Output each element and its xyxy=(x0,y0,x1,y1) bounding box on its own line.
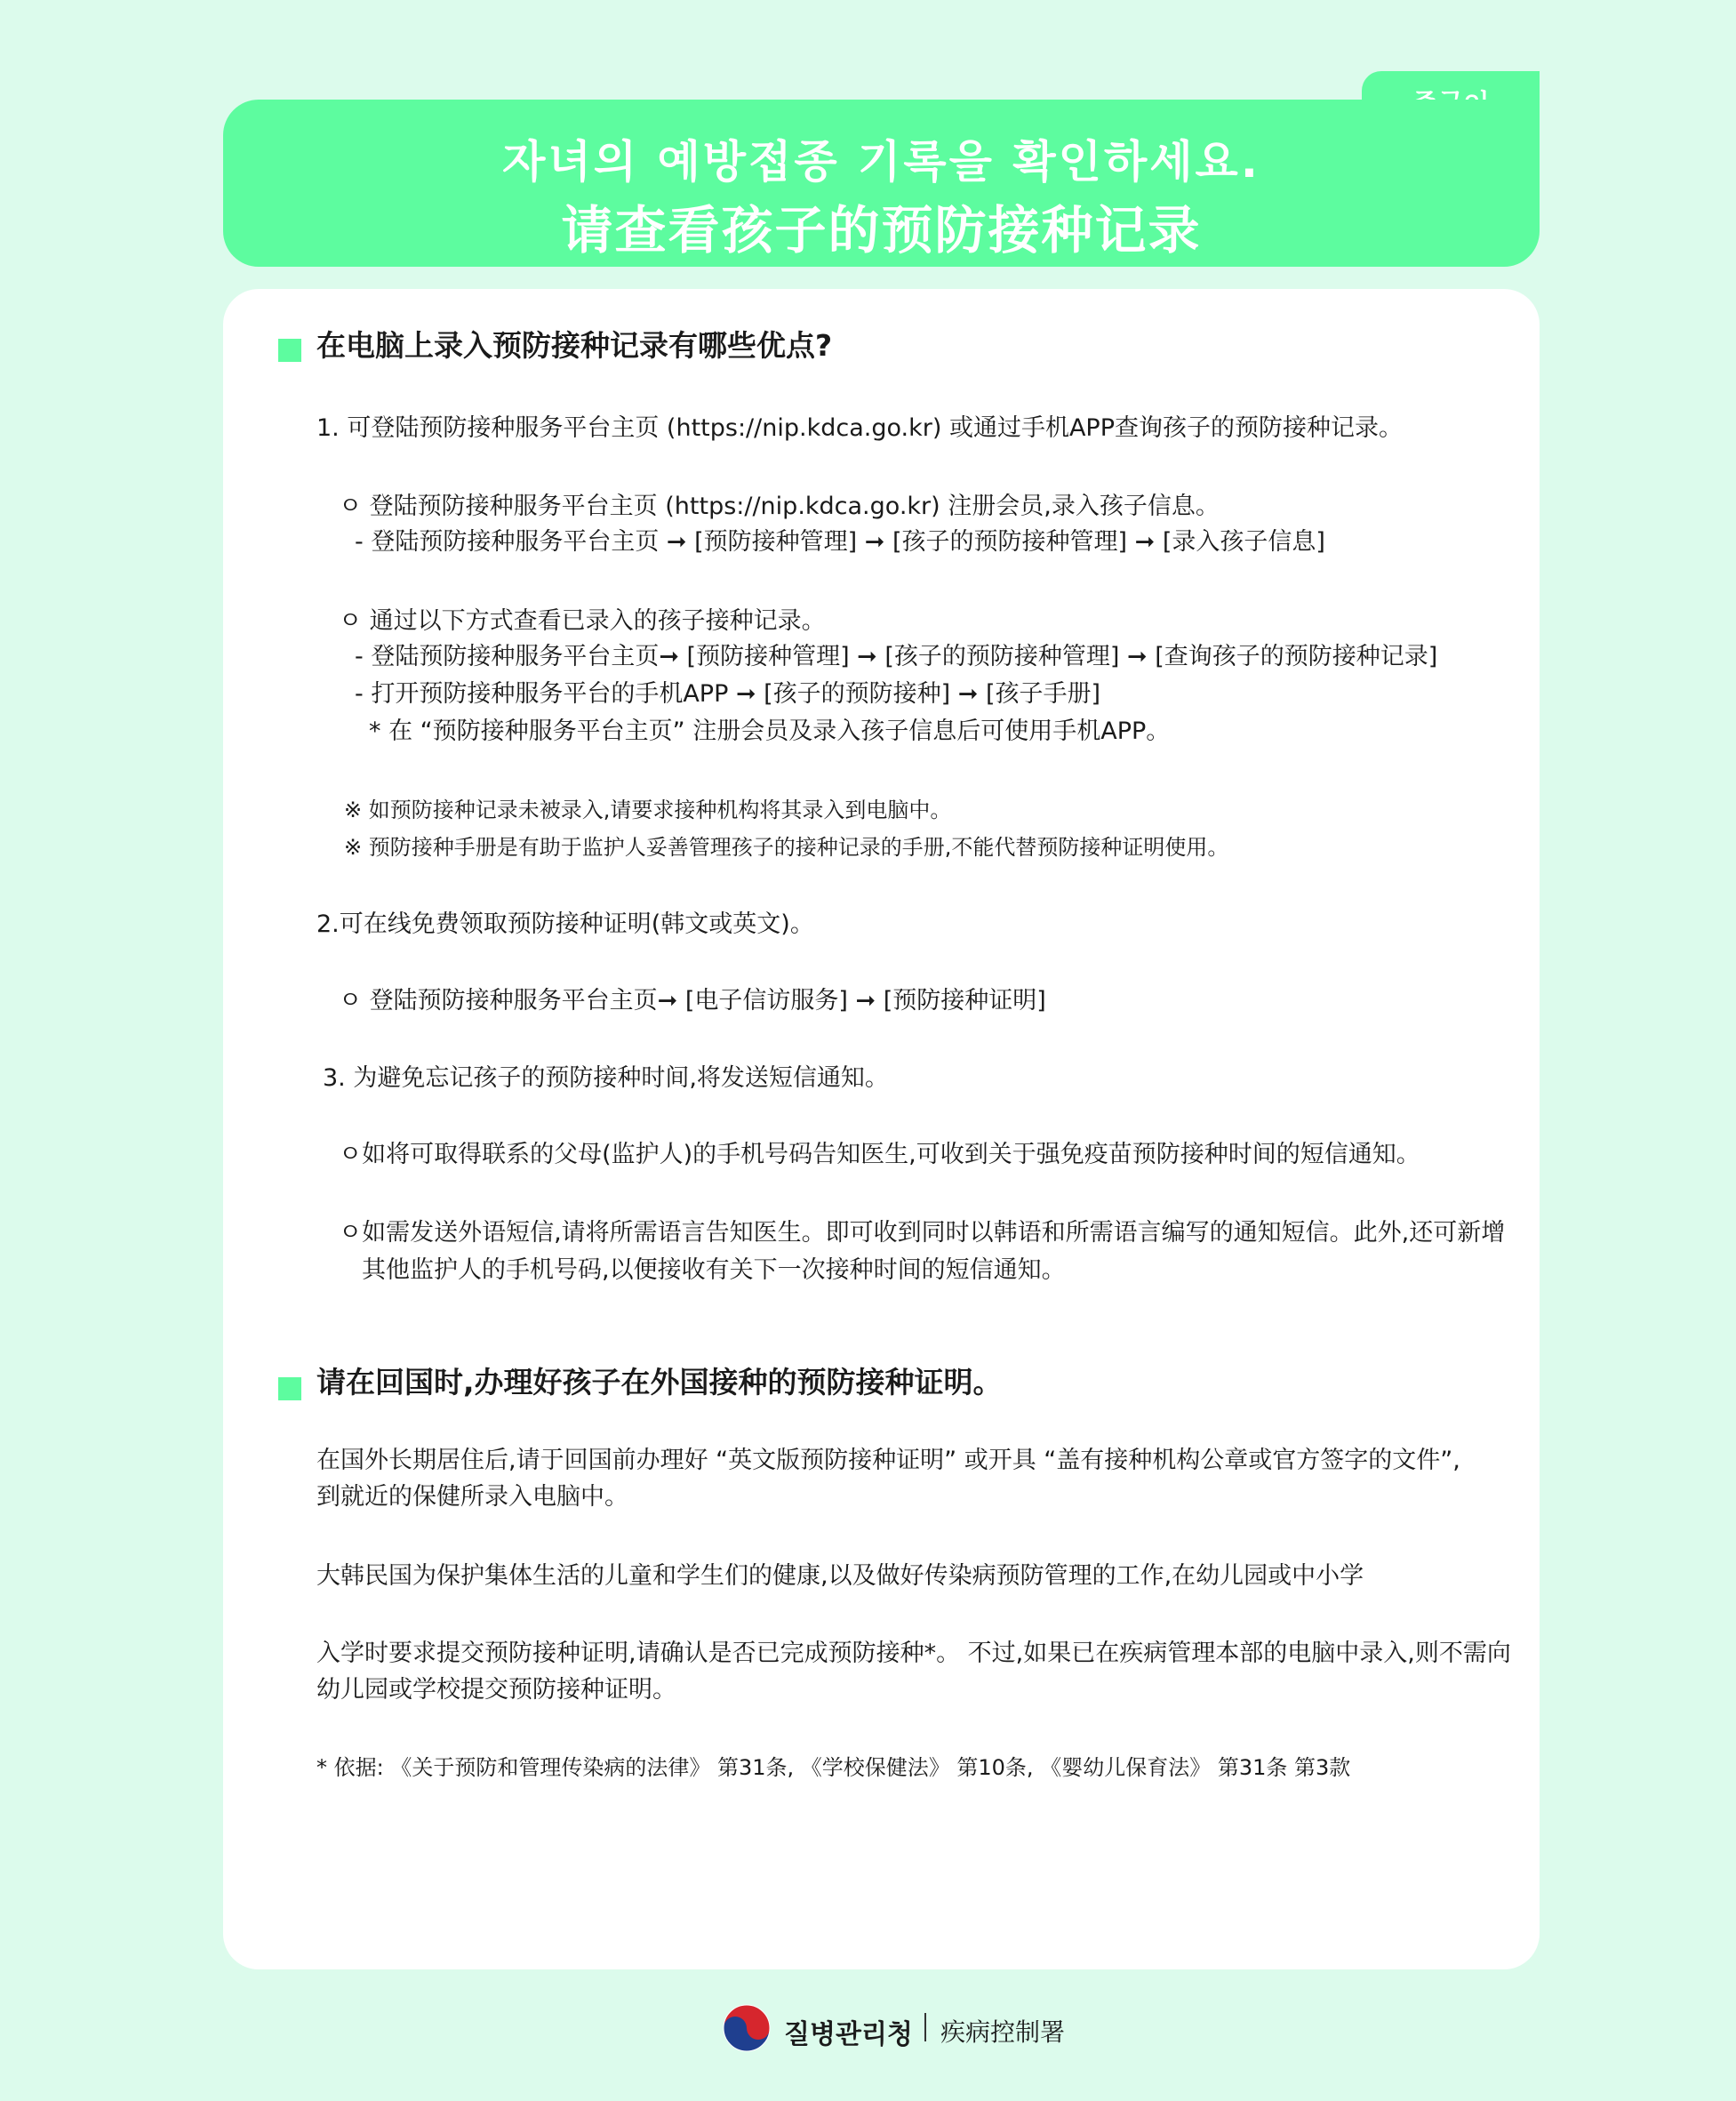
taegeuk-logo-icon xyxy=(722,2003,772,2053)
section2-para2: 大韩民国为保护集体生活的儿童和学生们的健康,以及做好传染病预防管理的工作,在幼儿园或中小学 xyxy=(316,1562,1364,1590)
content-card xyxy=(223,289,1540,1969)
item1-bullet2-step2: - 打开预防接种服务平台的手机APP ➞ [孩子的预防接种] ➞ [孩子手册] xyxy=(355,680,1101,708)
item2-title: 2.可在线免费领取预防接种证明(韩文或英文)。 xyxy=(316,910,814,938)
section2-footnote: * 依据: 《关于预防和管理传染病的法律》 第31条, 《学校保健法》 第10条, 《婴幼儿保育法》 第31条 第3款 xyxy=(316,1755,1351,1780)
item1-bullet2-step1: - 登陆预防接种服务平台主页➞ [预防接种管理] ➞ [孩子的预防接种管理] ➞ [查询孩子的预防接种记录] xyxy=(355,643,1438,670)
item1-bullet1-step: - 登陆预防接种服务平台主页 ➞ [预防接种管理] ➞ [孩子的预防接种管理] ➞ [录入孩子信息] xyxy=(355,528,1325,556)
item3-title: 3. 为避免忘记孩子的预防接种时间,将发送短信通知。 xyxy=(323,1064,889,1092)
page-title-chinese: 请查看孩子的预防接种记录 xyxy=(561,200,1202,261)
section-marker-icon xyxy=(278,339,301,362)
section-marker-icon xyxy=(278,1377,301,1400)
item1-bullet1: ㅇ 登陆预防接种服务平台主页 (https://nip.kdca.go.kr) 注册会员,录入孩子信息。 xyxy=(339,493,1220,520)
section2-para3-line2: 幼儿园或学校提交预防接种证明。 xyxy=(316,1676,676,1704)
section1-heading: 在电脑上录入预防接种记录有哪些优点? xyxy=(316,328,833,363)
footer-divider xyxy=(924,2013,926,2041)
item1-bullet2-note: * 在 “预防接种服务平台主页” 注册会员及录入孩子信息后可使用手机APP。 xyxy=(369,718,1171,745)
item1-title: 1. 可登陆预防接种服务平台主页 (https://nip.kdca.go.kr) 或通过手机APP查询孩子的预防接种记录。 xyxy=(316,414,1403,442)
item1-remark2: ※ 预防接种手册是有助于监护人妥善管理孩子的接种记录的手册,不能代替预防接种证明使用。 xyxy=(344,835,1229,860)
item3-bullet1: ㅇ如将可取得联系的父母(监护人)的手机号码告知医生,可收到关于强免疫苗预防接种时间的短信通知。 xyxy=(339,1141,1420,1168)
item3-bullet2-line2: 其他监护人的手机号码,以便接收有关下一次接种时间的短信通知。 xyxy=(362,1256,1066,1284)
agency-name-korean: 질병관리청 xyxy=(784,2019,913,2050)
item3-bullet2-line1: ㅇ如需发送外语短信,请将所需语言告知医生。即可收到同时以韩语和所需语言编写的通知短信。此外,还可新增 xyxy=(339,1219,1506,1247)
section2-heading: 请在回国时,办理好孩子在外国接种的预防接种证明。 xyxy=(316,1365,1003,1399)
section2-para1-line1: 在国外长期居住后,请于回国前办理好 “英文版预防接种证明” 或开具 “盖有接种机构公章或官方签字的文件”, xyxy=(316,1447,1460,1474)
item1-bullet2: ㅇ 通过以下方式查看已录入的孩子接种记录。 xyxy=(339,607,826,635)
section2-para1-line2: 到就近的保健所录入电脑中。 xyxy=(316,1483,628,1511)
page-header xyxy=(223,100,1540,267)
agency-name-chinese: 疾病控制署 xyxy=(940,2017,1066,2047)
section2-para3-line1: 入学时要求提交预防接种证明,请确认是否已完成预防接种*。 不过,如果已在疾病管理本部的电脑中录入,则不需向 xyxy=(316,1640,1511,1667)
item2-bullet: ㅇ 登陆预防接种服务平台主页➞ [电子信访服务] ➞ [预防接种证明] xyxy=(339,987,1046,1014)
item1-remark1: ※ 如预防接种记录未被录入,请要求接种机构将其录入到电脑中。 xyxy=(344,798,952,822)
page-title-korean: 자녀의 예방접종 기록을 확인하세요. xyxy=(502,136,1260,188)
